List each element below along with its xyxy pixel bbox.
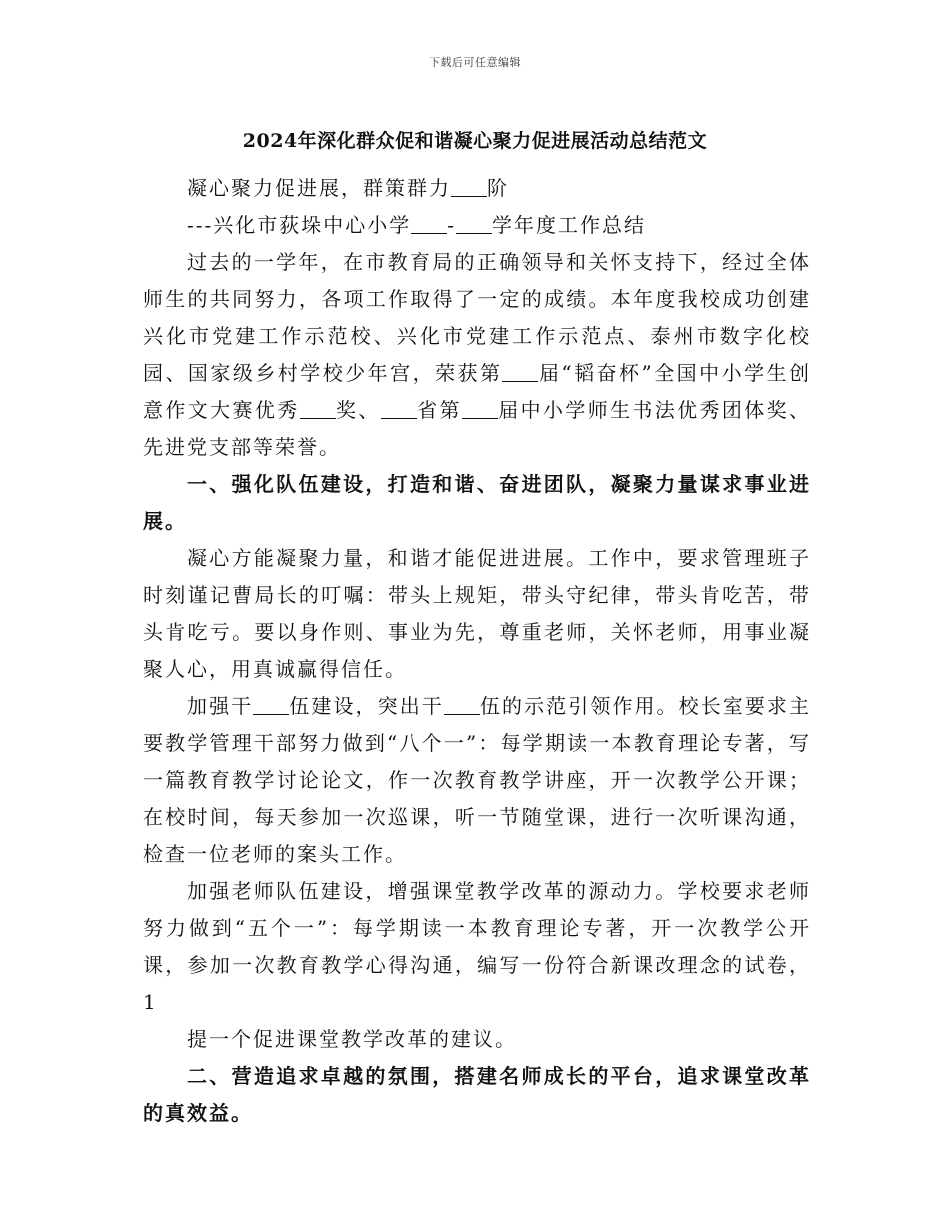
intro-line-1-suffix: 阶 <box>487 176 509 200</box>
paragraph-5: 提一个促进课堂教学改革的建议。 <box>187 1027 517 1051</box>
blank-line <box>451 178 487 197</box>
paragraph-1-part-d: 省第 <box>416 398 462 422</box>
paragraph-3 <box>143 688 811 873</box>
intro-line-2 <box>143 207 811 244</box>
paragraph-1-part-e: 届中小学师生书法优秀团体奖、先进党支部等荣誉。 <box>143 398 812 459</box>
intro-line-1 <box>143 170 811 207</box>
blank-line <box>502 363 538 382</box>
paragraph-1-part-a: 过去的一学年，在市教育局的正确领导和关怀支持下，经过全体师生的共同努力，各项工作取得了一定的成绩。本年度我校成功创建兴化市党建工作示范校、兴化市党建工作示范点、泰州市数字化校园、国家级乡村学校少年宫，荣获第 <box>143 250 811 385</box>
intro-line-2-dash: - <box>447 213 457 237</box>
document-title: 2024年深化群众促和谐凝心聚力促进展活动总结范文 <box>242 130 708 152</box>
paragraph-1 <box>143 244 811 466</box>
paragraph-3-part-a: 加强干 <box>187 694 254 718</box>
paragraph-1-part-c: 奖、 <box>335 398 381 422</box>
blank-line <box>462 400 498 419</box>
blank-line <box>456 215 492 234</box>
blank-line <box>253 696 289 715</box>
paragraph-1-part-b: 届“韬奋杯”全国中小学生创意作文大赛优秀 <box>143 361 812 422</box>
intro-line-1-text: 凝心聚力促进展，群策群力 <box>187 176 451 200</box>
intro-line-2-text: ---兴化市荻垛中心小学 <box>187 213 412 237</box>
blank-line <box>300 400 336 419</box>
header-note: 下载后可任意编辑 <box>429 56 521 69</box>
paragraph-2: 凝心方能凝聚力量，和谐才能促进进展。工作中，要求管理班子时刻谨记曹局长的叮嘱：带头上规矩，带头守纪律，带头肯吃苦，带头肯吃亏。要以身作则、事业为先，尊重老师，关怀老师，用事业凝聚人心，用真诚赢得信任。 <box>143 546 811 681</box>
section-heading-2: 二、营造追求卓越的氛围，搭建名师成长的平台，追求课堂改革的真效益。 <box>143 1064 811 1125</box>
paragraph-3-part-c: 伍的示范引领作用。校长室要求主要教学管理干部努力做到“八个一”：每学期读一本教育理论专著，写一篇教育教学讨论论文，作一次教育教学讲座，开一次教学公开课；在校时间，每天参加一次巡课，听一节随堂课，进行一次听课沟通，检查一位老师的案头工作。 <box>143 694 812 866</box>
document-body <box>143 170 811 1132</box>
section-heading-1: 一、强化队伍建设，打造和谐、奋进团队，凝聚力量谋求事业进展。 <box>143 472 811 533</box>
blank-line <box>381 400 417 419</box>
paragraph-4: 加强老师队伍建设，增强课堂教学改革的源动力。学校要求老师努力做到“五个一”：每学期读一本教育理论专著，开一次教学公开课，参加一次教育教学心得沟通，编写一份符合新课改理念的试卷，1 <box>143 879 811 1014</box>
blank-line <box>444 696 480 715</box>
paragraph-3-part-b: 伍建设，突出干 <box>289 694 444 718</box>
blank-line <box>411 215 447 234</box>
intro-line-2-suffix: 学年度工作总结 <box>492 213 647 237</box>
